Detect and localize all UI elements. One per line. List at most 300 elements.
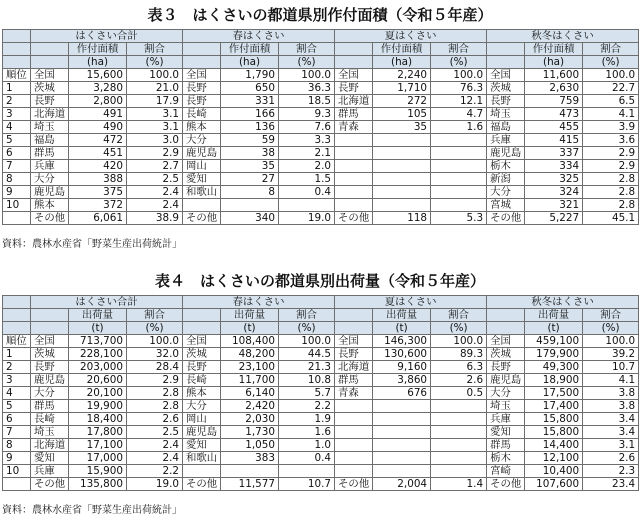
group-header: 春はくさい — [183, 296, 335, 309]
share-cell: 39.2 — [583, 348, 639, 361]
share-cell: 2.8 — [583, 186, 639, 199]
prefecture-cell: 北海道 — [31, 108, 69, 121]
share-cell: 4.7 — [431, 108, 487, 121]
header-corner — [3, 56, 31, 69]
table-row — [3, 335, 639, 348]
rank-cell: 10 — [3, 465, 31, 478]
prefecture-cell: 茨城 — [31, 348, 69, 361]
header-spacer — [487, 56, 525, 69]
share-header: 割合 — [583, 309, 639, 322]
rank-cell: 3 — [3, 374, 31, 387]
share-cell: 12.1 — [431, 95, 487, 108]
value-cell: 459,100 — [525, 335, 583, 348]
value-cell: 15,900 — [69, 465, 127, 478]
header-row-groups — [3, 30, 639, 43]
prefecture-cell: 茨城 — [487, 82, 525, 95]
value-cell: 17,800 — [69, 426, 127, 439]
value-cell: 18,900 — [525, 374, 583, 387]
value-cell: 676 — [373, 387, 431, 400]
value-cell: 420 — [69, 160, 127, 173]
prefecture-cell: 北海道 — [335, 361, 373, 374]
share-cell: 10.7 — [583, 361, 639, 374]
value-cell: 9,160 — [373, 361, 431, 374]
share-unit-header: (%) — [127, 322, 183, 335]
share-cell — [431, 413, 487, 426]
share-cell — [431, 186, 487, 199]
value-cell: 331 — [221, 95, 279, 108]
share-cell: 0.4 — [279, 186, 335, 199]
unit-header: (ha) — [525, 56, 583, 69]
prefecture-cell: 大分 — [487, 387, 525, 400]
share-cell: 17.9 — [127, 95, 183, 108]
prefecture-cell: 全国 — [31, 69, 69, 82]
header-spacer — [183, 43, 221, 56]
share-cell: 2.0 — [279, 160, 335, 173]
share-cell: 3.0 — [127, 134, 183, 147]
table4-title: 表４ はくさいの都道県別出荷量（令和５年産） — [154, 272, 485, 290]
prefecture-cell — [335, 186, 373, 199]
prefecture-cell: 鹿児島 — [487, 147, 525, 160]
share-cell: 2.4 — [127, 452, 183, 465]
share-cell: 2.6 — [583, 452, 639, 465]
prefecture-cell: 群馬 — [335, 374, 373, 387]
share-cell: 2.9 — [127, 374, 183, 387]
header-spacer — [487, 322, 525, 335]
prefecture-cell — [335, 465, 373, 478]
value-cell — [373, 160, 431, 173]
prefecture-cell: 長野 — [31, 361, 69, 374]
prefecture-cell: 長野 — [335, 348, 373, 361]
prefecture-cell: 長野 — [183, 361, 221, 374]
group-header: はくさい合計 — [31, 30, 183, 43]
share-cell: 100.0 — [431, 335, 487, 348]
table-row — [3, 361, 639, 374]
unit-header: (ha) — [69, 56, 127, 69]
value-cell — [373, 199, 431, 212]
value-cell: 383 — [221, 452, 279, 465]
value-cell: 135,800 — [69, 478, 127, 491]
metric-header: 出荷量 — [525, 309, 583, 322]
share-cell: 2.9 — [583, 147, 639, 160]
share-unit-header: (%) — [431, 322, 487, 335]
prefecture-cell — [335, 439, 373, 452]
header-corner — [3, 296, 31, 309]
value-cell: 146,300 — [373, 335, 431, 348]
prefecture-cell: 茨城 — [183, 348, 221, 361]
value-cell: 15,600 — [69, 69, 127, 82]
prefecture-cell: 全国 — [31, 335, 69, 348]
table-row — [3, 413, 639, 426]
share-unit-header: (%) — [431, 56, 487, 69]
unit-header: (t) — [525, 322, 583, 335]
prefecture-cell: 新潟 — [487, 173, 525, 186]
share-cell: 2.9 — [127, 147, 183, 160]
share-cell: 21.0 — [127, 82, 183, 95]
table-row — [3, 147, 639, 160]
share-cell: 9.3 — [279, 108, 335, 121]
metric-header: 作付面積 — [373, 43, 431, 56]
value-cell: 372 — [69, 199, 127, 212]
share-cell: 100.0 — [127, 335, 183, 348]
prefecture-cell: 長野 — [31, 95, 69, 108]
value-cell: 35 — [373, 121, 431, 134]
share-cell — [279, 199, 335, 212]
table-row — [3, 108, 639, 121]
value-cell: 11,700 — [221, 374, 279, 387]
unit-header: (t) — [373, 322, 431, 335]
share-cell: 0.5 — [431, 387, 487, 400]
prefecture-cell: 大分 — [183, 400, 221, 413]
share-cell: 2.6 — [431, 374, 487, 387]
group-header: 春はくさい — [183, 30, 335, 43]
metric-header: 出荷量 — [221, 309, 279, 322]
unit-header: (t) — [69, 322, 127, 335]
prefecture-cell — [335, 160, 373, 173]
share-cell: 22.7 — [583, 82, 639, 95]
share-cell: 2.8 — [583, 173, 639, 186]
header-corner — [3, 43, 31, 56]
value-cell: 136 — [221, 121, 279, 134]
value-cell — [373, 147, 431, 160]
group-header: 秋冬はくさい — [487, 296, 639, 309]
rank-cell: 6 — [3, 413, 31, 426]
value-cell: 118 — [373, 212, 431, 225]
share-cell: 2.4 — [127, 186, 183, 199]
prefecture-cell: その他 — [183, 212, 221, 225]
share-cell — [431, 147, 487, 160]
prefecture-cell: 埼玉 — [31, 121, 69, 134]
value-cell: 108,400 — [221, 335, 279, 348]
value-cell: 11,577 — [221, 478, 279, 491]
value-cell: 650 — [221, 82, 279, 95]
value-cell: 179,900 — [525, 348, 583, 361]
header-spacer — [31, 56, 69, 69]
header-spacer — [487, 43, 525, 56]
share-cell: 19.0 — [279, 212, 335, 225]
prefecture-cell: 栃木 — [487, 452, 525, 465]
share-cell — [279, 465, 335, 478]
header-spacer — [335, 43, 373, 56]
table3 — [2, 29, 639, 225]
share-cell: 1.6 — [431, 121, 487, 134]
value-cell: 2,004 — [373, 478, 431, 491]
value-cell: 451 — [69, 147, 127, 160]
prefecture-cell: 熊本 — [31, 199, 69, 212]
value-cell: 20,100 — [69, 387, 127, 400]
prefecture-cell: 長崎 — [183, 108, 221, 121]
share-cell: 1.0 — [279, 439, 335, 452]
value-cell: 20,600 — [69, 374, 127, 387]
rank-cell: 7 — [3, 160, 31, 173]
prefecture-cell: 埼玉 — [487, 400, 525, 413]
value-cell: 472 — [69, 134, 127, 147]
value-cell: 17,500 — [525, 387, 583, 400]
prefecture-cell: 栃木 — [487, 160, 525, 173]
share-cell: 21.3 — [279, 361, 335, 374]
share-cell: 76.3 — [431, 82, 487, 95]
table-row — [3, 134, 639, 147]
share-cell: 3.6 — [583, 134, 639, 147]
prefecture-cell: 全国 — [487, 335, 525, 348]
prefecture-cell — [335, 134, 373, 147]
value-cell: 23,100 — [221, 361, 279, 374]
value-cell: 334 — [525, 160, 583, 173]
value-cell: 321 — [525, 199, 583, 212]
header-spacer — [335, 309, 373, 322]
metric-header: 出荷量 — [69, 309, 127, 322]
value-cell: 35 — [221, 160, 279, 173]
value-cell: 340 — [221, 212, 279, 225]
share-cell: 100.0 — [279, 335, 335, 348]
value-cell: 38 — [221, 147, 279, 160]
table-row — [3, 95, 639, 108]
share-cell — [431, 452, 487, 465]
share-cell: 3.8 — [583, 400, 639, 413]
prefecture-cell: 長野 — [335, 82, 373, 95]
header-row-units — [3, 56, 639, 69]
value-cell: 1,730 — [221, 426, 279, 439]
rank-cell: 4 — [3, 387, 31, 400]
prefecture-cell: 鹿児島 — [183, 426, 221, 439]
share-cell — [431, 199, 487, 212]
table-row — [3, 160, 639, 173]
rank-cell — [3, 478, 31, 491]
share-cell: 44.5 — [279, 348, 335, 361]
rank-cell: 順位 — [3, 335, 31, 348]
share-cell — [431, 465, 487, 478]
value-cell: 11,600 — [525, 69, 583, 82]
table-row — [3, 69, 639, 82]
header-corner — [3, 309, 31, 322]
share-cell: 2.8 — [583, 199, 639, 212]
share-cell — [431, 426, 487, 439]
share-cell: 2.2 — [127, 465, 183, 478]
value-cell — [373, 413, 431, 426]
value-cell: 17,400 — [525, 400, 583, 413]
header-spacer — [183, 309, 221, 322]
unit-header: (ha) — [373, 56, 431, 69]
prefecture-cell: 北海道 — [31, 439, 69, 452]
share-cell: 2.9 — [583, 160, 639, 173]
prefecture-cell: 群馬 — [31, 147, 69, 160]
share-cell: 3.4 — [583, 413, 639, 426]
share-cell — [431, 160, 487, 173]
prefecture-cell — [335, 147, 373, 160]
prefecture-cell: 鹿児島 — [31, 186, 69, 199]
value-cell: 130,600 — [373, 348, 431, 361]
value-cell: 166 — [221, 108, 279, 121]
share-cell: 7.6 — [279, 121, 335, 134]
value-cell — [373, 452, 431, 465]
group-header: 夏はくさい — [335, 30, 487, 43]
value-cell: 27 — [221, 173, 279, 186]
header-row-metric — [3, 43, 639, 56]
prefecture-cell: 長野 — [487, 95, 525, 108]
rank-cell: 7 — [3, 426, 31, 439]
value-cell: 107,600 — [525, 478, 583, 491]
share-cell: 100.0 — [583, 69, 639, 82]
prefecture-cell: 埼玉 — [487, 108, 525, 121]
prefecture-cell: 全国 — [487, 69, 525, 82]
rank-cell: 1 — [3, 348, 31, 361]
value-cell — [373, 465, 431, 478]
metric-header: 作付面積 — [221, 43, 279, 56]
value-cell: 2,420 — [221, 400, 279, 413]
rank-cell: 1 — [3, 82, 31, 95]
prefecture-cell: 宮城 — [487, 199, 525, 212]
prefecture-cell: 鹿児島 — [31, 374, 69, 387]
prefecture-cell: 福島 — [31, 134, 69, 147]
share-cell: 3.1 — [127, 121, 183, 134]
prefecture-cell: 埼玉 — [31, 426, 69, 439]
value-cell — [373, 426, 431, 439]
share-cell: 32.0 — [127, 348, 183, 361]
header-spacer — [183, 56, 221, 69]
share-cell: 10.8 — [279, 374, 335, 387]
share-cell: 3.8 — [583, 387, 639, 400]
value-cell: 2,240 — [373, 69, 431, 82]
share-unit-header: (%) — [583, 56, 639, 69]
prefecture-cell: その他 — [31, 212, 69, 225]
share-cell: 38.9 — [127, 212, 183, 225]
prefecture-cell: 福島 — [487, 121, 525, 134]
table-row — [3, 439, 639, 452]
share-header: 割合 — [431, 309, 487, 322]
value-cell: 14,400 — [525, 439, 583, 452]
prefecture-cell: その他 — [487, 212, 525, 225]
share-cell: 2.8 — [127, 400, 183, 413]
value-cell — [373, 439, 431, 452]
rank-cell: 8 — [3, 173, 31, 186]
value-cell: 105 — [373, 108, 431, 121]
prefecture-cell: 全国 — [183, 335, 221, 348]
prefecture-cell: 北海道 — [335, 95, 373, 108]
prefecture-cell: 大分 — [31, 173, 69, 186]
value-cell: 15,800 — [525, 413, 583, 426]
prefecture-cell: 全国 — [183, 69, 221, 82]
value-cell: 713,700 — [69, 335, 127, 348]
value-cell: 375 — [69, 186, 127, 199]
share-cell: 19.0 — [127, 478, 183, 491]
value-cell: 388 — [69, 173, 127, 186]
prefecture-cell: 大分 — [487, 186, 525, 199]
value-cell: 19,900 — [69, 400, 127, 413]
header-row-metric — [3, 309, 639, 322]
value-cell: 8 — [221, 186, 279, 199]
share-cell: 4.1 — [583, 374, 639, 387]
share-cell: 2.4 — [127, 199, 183, 212]
share-header: 割合 — [431, 43, 487, 56]
table-row — [3, 121, 639, 134]
value-cell: 6,061 — [69, 212, 127, 225]
share-cell: 28.4 — [127, 361, 183, 374]
share-cell — [431, 134, 487, 147]
prefecture-cell — [335, 452, 373, 465]
share-cell: 100.0 — [431, 69, 487, 82]
header-spacer — [31, 43, 69, 56]
share-cell: 2.3 — [583, 465, 639, 478]
prefecture-cell: その他 — [31, 478, 69, 491]
header-spacer — [487, 309, 525, 322]
value-cell: 203,000 — [69, 361, 127, 374]
share-unit-header: (%) — [279, 322, 335, 335]
prefecture-cell: 和歌山 — [183, 452, 221, 465]
header-spacer — [31, 322, 69, 335]
value-cell: 18,400 — [69, 413, 127, 426]
prefecture-cell: 長崎 — [183, 374, 221, 387]
prefecture-cell: 兵庫 — [31, 160, 69, 173]
table-row — [3, 400, 639, 413]
prefecture-cell: 長野 — [487, 361, 525, 374]
table3-title: 表３ はくさいの都道県別作付面積（令和５年産） — [147, 6, 493, 24]
share-cell: 2.4 — [127, 439, 183, 452]
share-cell: 1.4 — [431, 478, 487, 491]
share-cell: 3.4 — [583, 426, 639, 439]
prefecture-cell: 大分 — [183, 134, 221, 147]
prefecture-cell — [335, 413, 373, 426]
table-row — [3, 186, 639, 199]
header-corner — [3, 30, 31, 43]
prefecture-cell: 愛知 — [31, 452, 69, 465]
header-spacer — [183, 322, 221, 335]
value-cell — [373, 173, 431, 186]
table3-source: 資料：農林水産省「野菜生産出荷統計」 — [2, 239, 182, 250]
table-row — [3, 426, 639, 439]
share-cell: 23.4 — [583, 478, 639, 491]
unit-header: (t) — [221, 322, 279, 335]
table-row — [3, 478, 639, 491]
table-row — [3, 387, 639, 400]
prefecture-cell: 鹿児島 — [487, 374, 525, 387]
share-cell: 2.6 — [127, 413, 183, 426]
share-cell: 3.1 — [583, 439, 639, 452]
share-cell: 36.3 — [279, 82, 335, 95]
rank-cell — [3, 212, 31, 225]
rank-cell: 5 — [3, 400, 31, 413]
prefecture-cell — [335, 426, 373, 439]
rank-cell: 2 — [3, 361, 31, 374]
rank-cell: 6 — [3, 147, 31, 160]
value-cell: 2,630 — [525, 82, 583, 95]
value-cell: 324 — [525, 186, 583, 199]
prefecture-cell: 和歌山 — [183, 186, 221, 199]
prefecture-cell: 愛知 — [183, 439, 221, 452]
rank-cell: 順位 — [3, 69, 31, 82]
value-cell: 48,200 — [221, 348, 279, 361]
value-cell: 10,400 — [525, 465, 583, 478]
share-header: 割合 — [279, 43, 335, 56]
group-header: はくさい合計 — [31, 296, 183, 309]
share-cell — [431, 173, 487, 186]
value-cell: 473 — [525, 108, 583, 121]
prefecture-cell: 岡山 — [183, 160, 221, 173]
group-header: 夏はくさい — [335, 296, 487, 309]
value-cell: 12,100 — [525, 452, 583, 465]
value-cell — [373, 400, 431, 413]
value-cell: 325 — [525, 173, 583, 186]
rank-cell: 9 — [3, 186, 31, 199]
table4 — [2, 295, 639, 491]
value-cell: 6,140 — [221, 387, 279, 400]
prefecture-cell: 熊本 — [183, 387, 221, 400]
value-cell: 3,860 — [373, 374, 431, 387]
share-cell: 2.1 — [279, 147, 335, 160]
prefecture-cell: 大分 — [31, 387, 69, 400]
value-cell: 1,710 — [373, 82, 431, 95]
prefecture-cell: 青森 — [335, 387, 373, 400]
prefecture-cell: その他 — [183, 478, 221, 491]
share-cell: 3.9 — [583, 121, 639, 134]
